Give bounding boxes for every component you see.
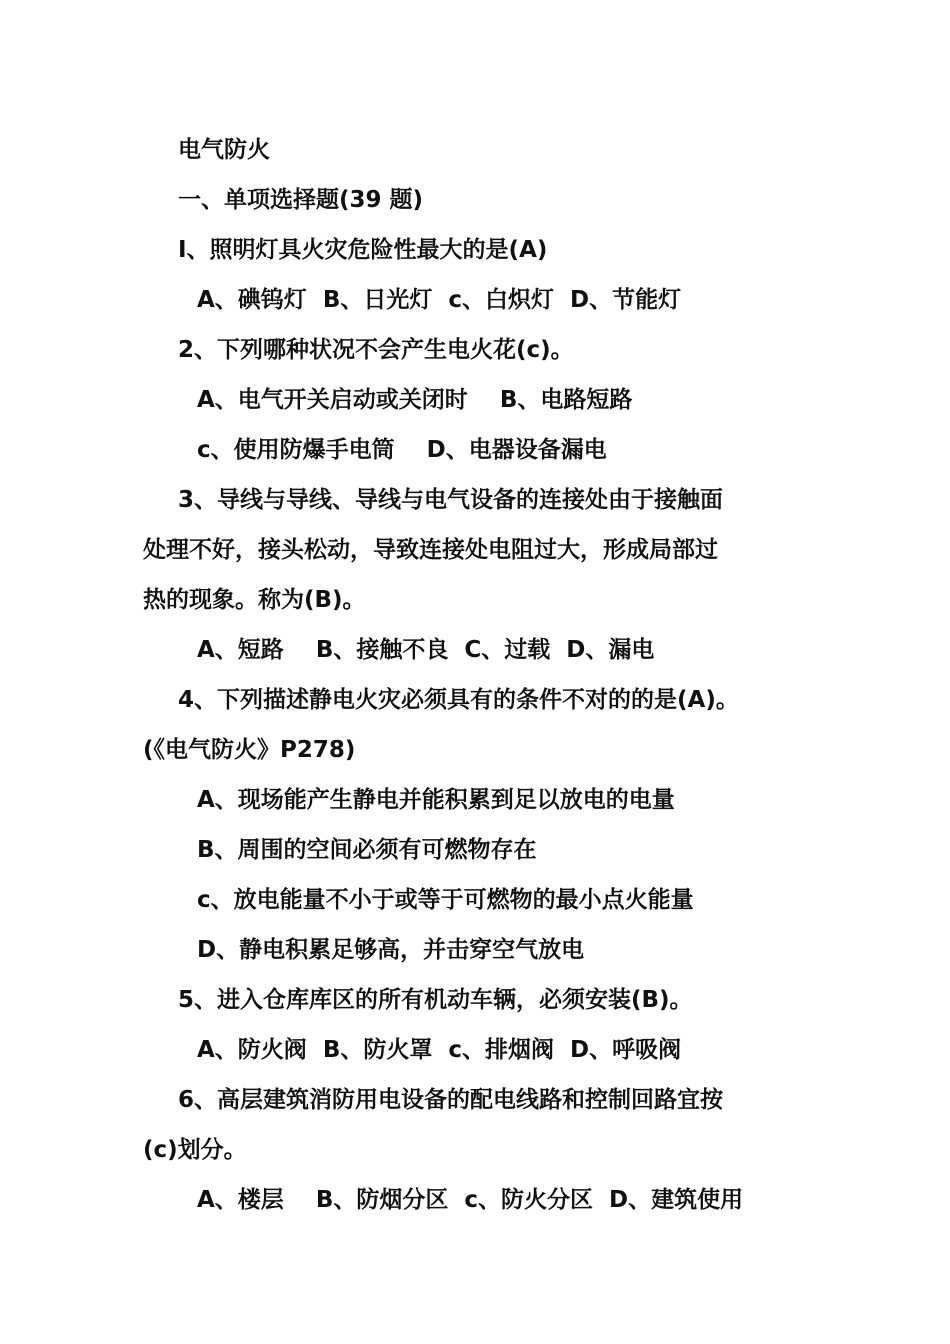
question-2-options-line-1: A、电气开关启动或关闭时 B、电路短路 (197, 387, 633, 413)
question-5-options: A、防火阀 B、防火罩 c、排烟阀 D、呼吸阀 (197, 1037, 682, 1063)
question-4-option-a: A、现场能产生静电并能积累到足以放电的电量 (197, 787, 675, 813)
question-3-options: A、短路 B、接触不良 C、过载 D、漏电 (197, 637, 655, 663)
section-heading: 一、单项选择题(39 题) (178, 187, 424, 213)
question-2-options-line-2: c、使用防爆手电筒 D、电器设备漏电 (197, 437, 607, 463)
question-5-stem: 5、进入仓库库区的所有机动车辆，必须安装(B)。 (178, 987, 693, 1013)
question-4-option-b: B、周围的空间必须有可燃物存在 (197, 837, 537, 863)
question-4-stem-line-1: 4、下列描述静电火灾必须具有的条件不对的的是(A)。 (178, 687, 739, 713)
question-3-stem-line-1: 3、导线与导线、导线与电气设备的连接处由于接触面 (178, 487, 724, 513)
question-6-stem-line-2: (c)划分。 (143, 1137, 247, 1163)
question-4-option-c: c、放电能量不小于或等于可燃物的最小点火能量 (197, 887, 694, 913)
question-6-stem-line-1: 6、高层建筑消防用电设备的配电线路和控制回路宜按 (178, 1087, 724, 1113)
question-1-stem: I、照明灯具火灾危险性最大的是(A) (178, 237, 548, 263)
question-3-stem-line-2: 处理不好，接头松动，导致连接处电阻过大，形成局部过 (143, 537, 718, 563)
question-6-options: A、楼层 B、防烟分区 c、防火分区 D、建筑使用 (197, 1187, 744, 1213)
question-4-option-d: D、静电积累足够高，并击穿空气放电 (197, 937, 585, 963)
document-title: 电气防火 (178, 137, 270, 163)
question-4-stem-line-2: (《电气防火》P278) (143, 737, 356, 763)
question-1-options: A、碘钨灯 B、日光灯 c、白炽灯 D、节能灯 (197, 287, 682, 313)
question-2-stem: 2、下列哪种状况不会产生电火花(c)。 (178, 337, 574, 363)
question-3-stem-line-3: 热的现象。称为(B)。 (143, 587, 366, 613)
